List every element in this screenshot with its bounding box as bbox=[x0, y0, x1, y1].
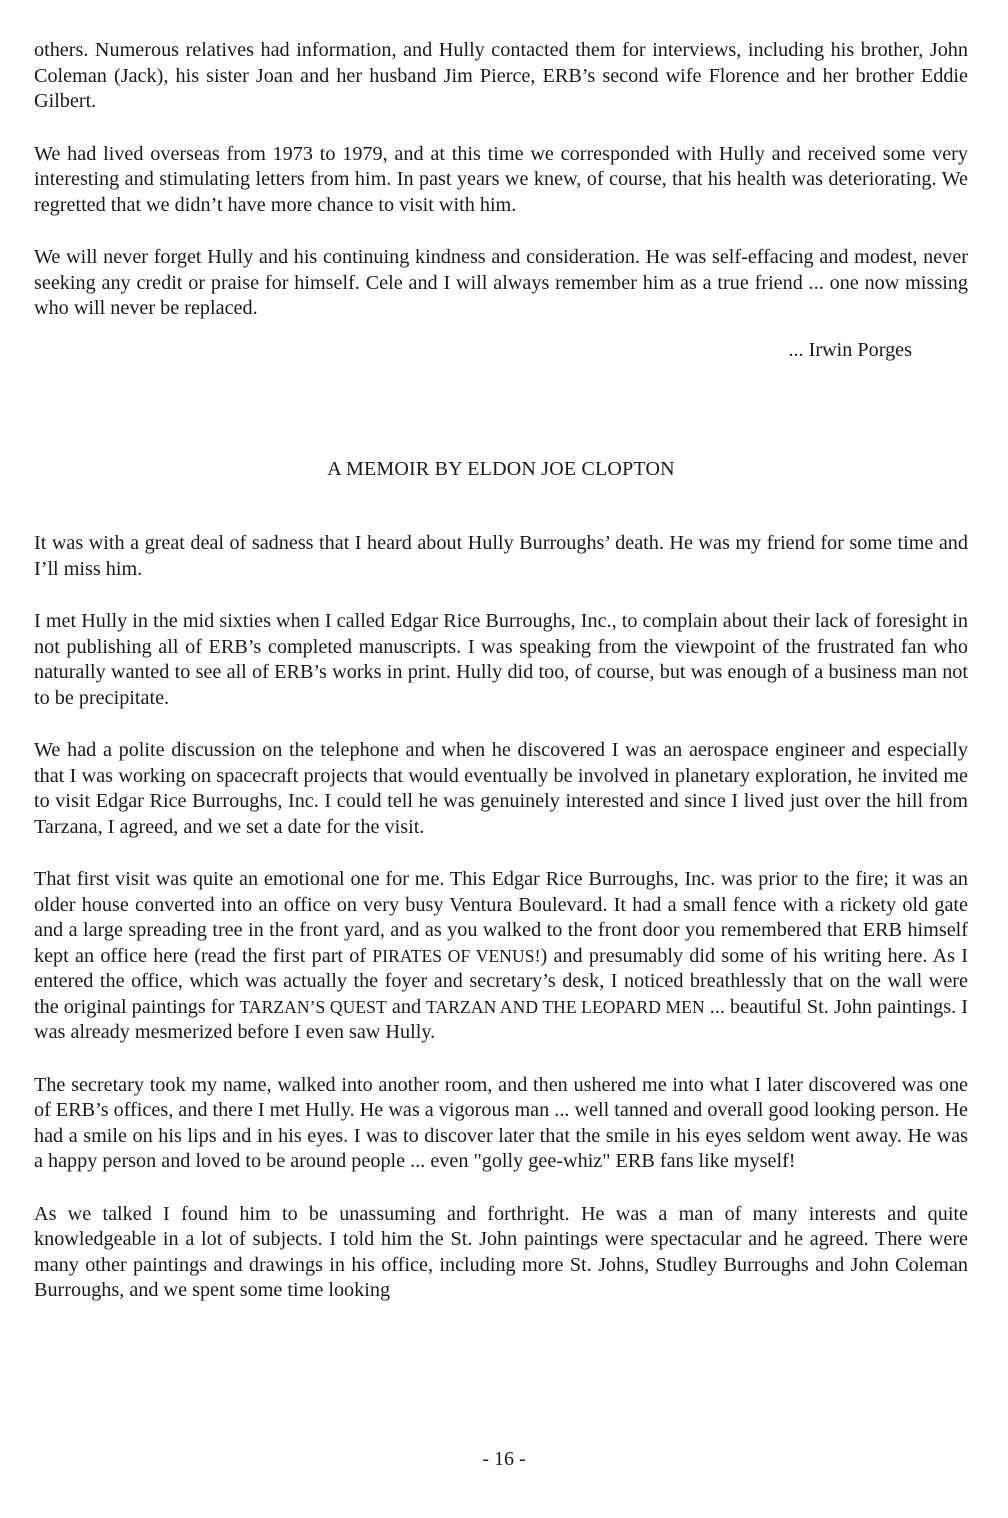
book-title-tarzan-leopard-men: TARZAN AND THE LEOPARD MEN bbox=[426, 996, 705, 1017]
text-run: That first visit was quite an emotional one for me. This Edgar Rice Burroughs, Inc. was prior to the fire; it was an older house converted into an office on very busy Ventura Boulevard. It had a small fence with a rickety old gate and a large spreading tree in the front yard, and as you walked to the front door you remembered that ERB himself kept an office here (read the first part of bbox=[34, 868, 968, 967]
memoir-paragraph-5: The secretary took my name, walked into another room, and then ushered me into what I later discovered was one of ERB’s offices, and there I met Hully. He was a vigorous man ... well tanned and overall good looking person. He had a smile on his lips and in his eyes. I was to discover later that the smile in his eyes seldom went away. He was a happy person and loved to be around people ... even "golly gee-whiz" ERB fans like myself! bbox=[34, 1073, 969, 1172]
paragraph-never-forget: We will never forget Hully and his continuing kindness and consideration. He was self-effacing and modest, never seeking any credit or praise for himself. Cele and I will always remember him as a true friend ... one now missing who will never be replaced. bbox=[34, 246, 968, 319]
text-run: and bbox=[386, 995, 427, 1018]
book-title-tarzans-quest: TARZAN’S QUEST bbox=[239, 996, 387, 1017]
page-number: - 16 - bbox=[482, 1448, 526, 1470]
book-title-pirates-of-venus: PIRATES OF VENUS! bbox=[372, 945, 541, 966]
memoir-paragraph-6: As we talked I found him to be unassuming and forthright. He was a man of many interests and quite knowledgeable in a lot of subjects. I told him the St. John paintings were spectacular and he agreed. There were many other paintings and drawings in his office, including more St. Johns, Studley Burroughs and John Coleman Burroughs, and we spent some time looking bbox=[34, 1202, 968, 1301]
text-run: ... beautiful St. John paintings. I was already mesmerized before I even saw Hully. bbox=[34, 995, 969, 1043]
memoir-paragraph-3: We had a polite discussion on the telephone and when he discovered I was an aerospace engineer and especially that I was working on spacecraft projects that would eventually be involved in planetary exploration, he invited me to visit Edgar Rice Burroughs, Inc. I could tell he was genuinely interested and since I lived just over the hill from Tarzana, I agreed, and we set a date for the visit. bbox=[34, 739, 968, 838]
document-page bbox=[34, 38, 968, 1331]
paragraph-relatives: others. Numerous relatives had information, and Hully contacted them for interviews, including his brother, John Coleman (Jack), his sister Joan and her husband Jim Pierce, ERB’s second wife Florence and her brother Eddie Gilbert. bbox=[34, 39, 968, 112]
memoir-heading: A MEMOIR BY ELDON JOE CLOPTON bbox=[327, 458, 675, 480]
memoir-paragraph-1: It was with a great deal of sadness that I heard about Hully Burroughs’ death. He was my friend for some time and I’ll miss him. bbox=[34, 532, 968, 580]
memoir-paragraph-2: I met Hully in the mid sixties when I called Edgar Rice Burroughs, Inc., to complain about their lack of foresight in not publishing all of ERB’s completed manuscripts. I was speaking from the viewpoint of the frustrated fan who naturally wanted to see all of ERB’s works in print. Hully did too, of course, but was enough of a business man not to be precipitate. bbox=[34, 610, 968, 709]
paragraph-overseas: We had lived overseas from 1973 to 1979, and at this time we corresponded with Hully and received some very interesting and stimulating letters from him. In past years we knew, of course, that his health was deteriorating. We regretted that we didn’t have more chance to visit with him. bbox=[34, 142, 968, 216]
text-run: ) and presumably did some of his writing here. As I entered the office, which was actually the foyer and secretary’s desk, I noticed breathlessly that on the wall were the original paintings for bbox=[34, 944, 969, 1018]
memoir-paragraph-4 bbox=[34, 867, 968, 1046]
signature: ... Irwin Porges bbox=[788, 338, 912, 361]
